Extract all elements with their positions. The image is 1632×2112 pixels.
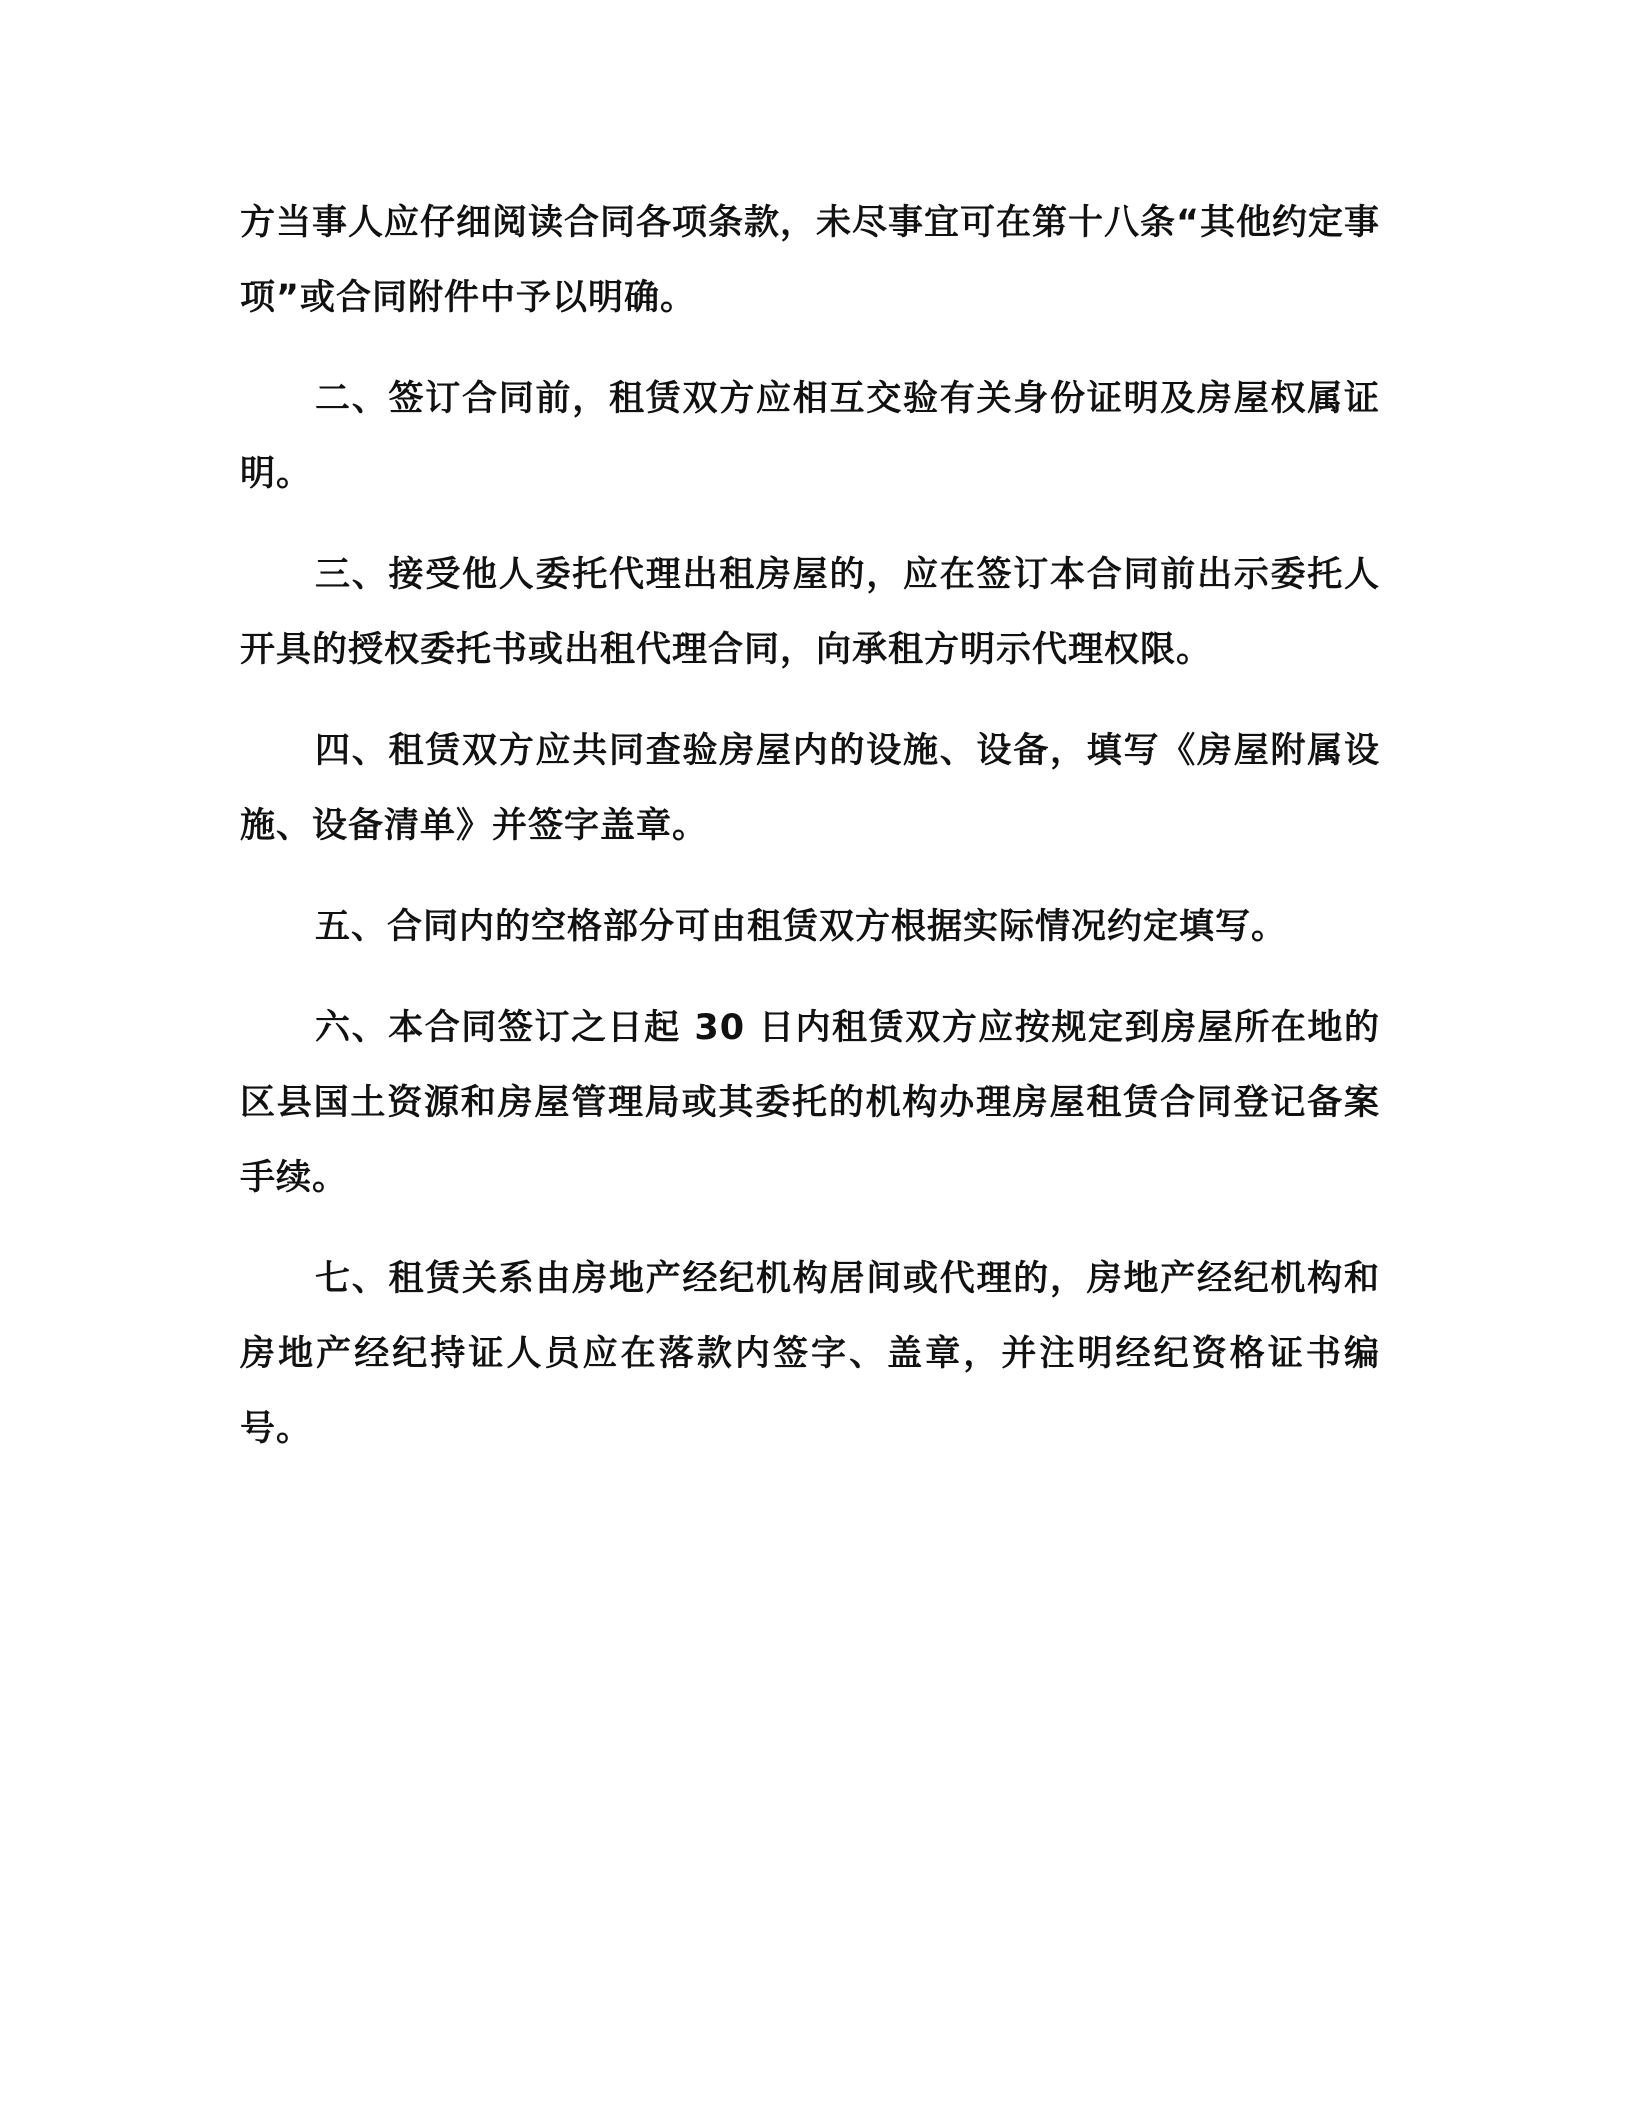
paragraph-item-2: 二、签订合同前，租赁双方应相互交验有关身份证明及房屋权属证明。 [240, 379, 1380, 494]
paragraph-item-3: 三、接受他人委托代理出租房屋的，应在签订本合同前出示委托人开具的授权委托书或出租代理合同，向承租方明示代理权限。 [240, 555, 1380, 670]
paragraph-item-4: 四、租赁双方应共同查验房屋内的设施、设备，填写《房屋附属设施、设备清单》并签字盖章。 [240, 731, 1380, 846]
document-body [240, 186, 1380, 1493]
paragraph-continued: 方当事人应仔细阅读合同各项条款，未尽事宜可在第十八条“其他约定事项”或合同附件中予以明确。 [240, 203, 1381, 318]
paragraph-item-6: 六、本合同签订之日起 30 日内租赁双方应按规定到房屋所在地的区县国土资源和房屋管理局或其委托的机构办理房屋租赁合同登记备案手续。 [240, 1008, 1380, 1198]
paragraph-item-7: 七、租赁关系由房地产经纪机构居间或代理的，房地产经纪机构和房地产经纪持证人员应在落款内签字、盖章，并注明经纪资格证书编号。 [240, 1259, 1380, 1449]
paragraph-item-5: 五、合同内的空格部分可由租赁双方根据实际情况约定填写。 [315, 907, 1288, 947]
